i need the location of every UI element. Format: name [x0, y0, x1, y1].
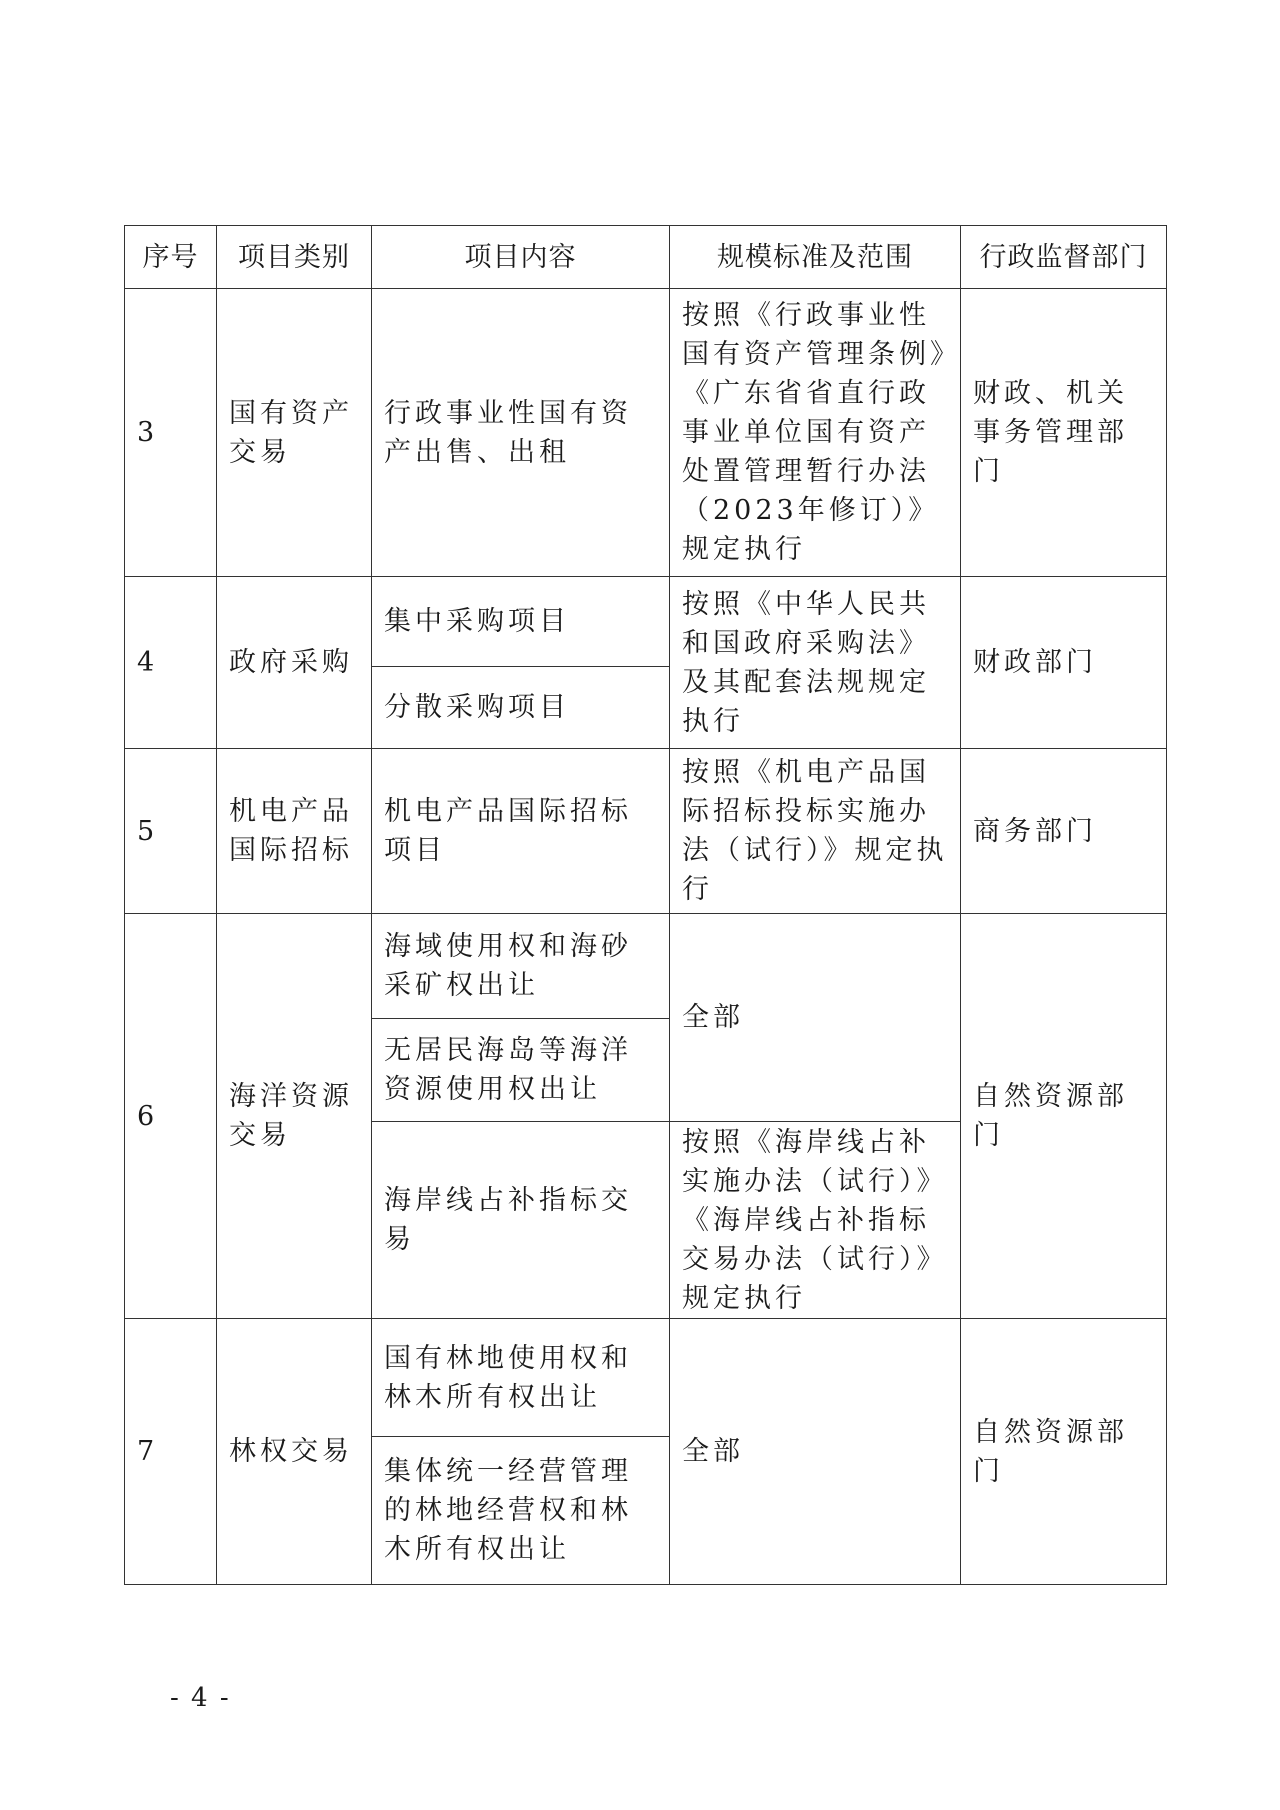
row-dept: 自然资源部门: [961, 1319, 1167, 1585]
page-number: - 4 -: [170, 1683, 231, 1713]
project-table: [124, 225, 1167, 1585]
row-content: 国有林地使用权和林木所有权出让: [372, 1319, 670, 1437]
row-content: 海岸线占补指标交易: [372, 1122, 670, 1319]
row-standard: 按照《中华人民共和国政府采购法》及其配套法规规定执行: [670, 577, 961, 749]
row-category: 林权交易: [217, 1319, 372, 1585]
row-standard: 按照《海岸线占补实施办法（试行）》《海岸线占补指标交易办法（试行）》规定执行: [670, 1122, 961, 1319]
row-no: 6: [125, 914, 217, 1319]
row-no: 4: [125, 577, 217, 749]
table-row: [125, 289, 1167, 577]
header-row: [125, 226, 1167, 289]
header-standard: 规模标准及范围: [670, 226, 961, 289]
row-content: 海域使用权和海砂采矿权出让: [372, 914, 670, 1019]
table-row: [125, 749, 1167, 914]
header-no: 序号: [125, 226, 217, 289]
row-content: 无居民海岛等海洋资源使用权出让: [372, 1019, 670, 1122]
row-dept: 财政、机关事务管理部门: [961, 289, 1167, 577]
header-content: 项目内容: [372, 226, 670, 289]
row-category: 国有资产交易: [217, 289, 372, 577]
row-standard: 全部: [670, 914, 961, 1122]
row-content: 行政事业性国有资产出售、出租: [372, 289, 670, 577]
table-row: [125, 914, 1167, 1019]
row-category: 政府采购: [217, 577, 372, 749]
row-no: 3: [125, 289, 217, 577]
row-category: 机电产品国际招标: [217, 749, 372, 914]
table-row: [125, 1319, 1167, 1437]
row-content: 机电产品国际招标项目: [372, 749, 670, 914]
header-category: 项目类别: [217, 226, 372, 289]
row-content: 集中采购项目: [372, 577, 670, 667]
row-no: 7: [125, 1319, 217, 1585]
row-content: 集体统一经营管理的林地经营权和林木所有权出让: [372, 1437, 670, 1585]
row-dept: 自然资源部门: [961, 914, 1167, 1319]
row-no: 5: [125, 749, 217, 914]
row-dept: 商务部门: [961, 749, 1167, 914]
row-dept: 财政部门: [961, 577, 1167, 749]
row-content: 分散采购项目: [372, 667, 670, 749]
table-row: [125, 577, 1167, 667]
row-standard: 按照《机电产品国际招标投标实施办法（试行）》规定执行: [670, 749, 961, 914]
header-dept: 行政监督部门: [961, 226, 1167, 289]
row-standard: 全部: [670, 1319, 961, 1585]
row-standard: 按照《行政事业性国有资产管理条例》《广东省省直行政事业单位国有资产处置管理暂行办法（2023年修订）》规定执行: [670, 289, 961, 577]
row-category: 海洋资源交易: [217, 914, 372, 1319]
